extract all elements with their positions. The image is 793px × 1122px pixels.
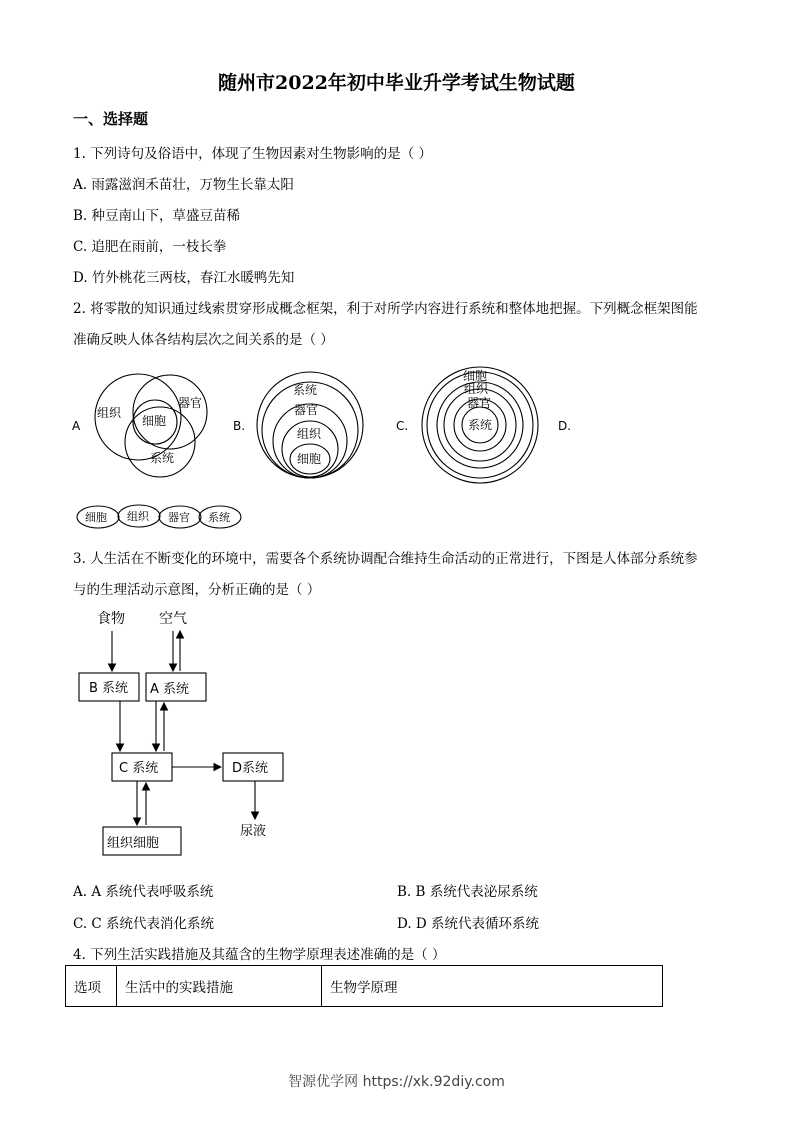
q4-header-option: 选项 xyxy=(66,966,117,1007)
q3-label-tissue-cells: 组织细胞 xyxy=(107,836,160,851)
section-heading: 一、选择题 xyxy=(73,110,149,128)
q2-b-label-organ: 器官 xyxy=(294,403,319,417)
q1-option-d: D. 竹外桃花三两枝，春江水暖鸭先知 xyxy=(73,270,295,286)
q2-d-label-tissue: 组织 xyxy=(127,510,149,523)
q2-d-label-cell: 细胞 xyxy=(85,511,107,524)
q2-a-label-cell: 细胞 xyxy=(142,414,167,428)
q2-c-label-organ: 器官 xyxy=(467,396,492,410)
q2-b-label-tissue: 组织 xyxy=(297,427,322,441)
q2-letter-d: D. xyxy=(558,419,572,433)
q2-stem-line2: 准确反映人体各结构层次之间关系的是（ ） xyxy=(73,332,334,348)
q2-letter-a: A xyxy=(72,419,81,433)
q3-option-d: D. D 系统代表循环系统 xyxy=(397,916,540,932)
q1-option-a: A. 雨露滋润禾苗壮，万物生长靠太阳 xyxy=(73,177,294,193)
q3-option-b: B. B 系统代表泌尿系统 xyxy=(397,884,538,900)
q2-letter-b: B. xyxy=(233,419,246,433)
q2-c-label-cell: 细胞 xyxy=(463,369,488,383)
q4-header-principle: 生物学原理 xyxy=(322,966,663,1007)
q2-a-label-tissue: 组织 xyxy=(97,406,122,420)
q1-option-b: B. 种豆南山下，草盛豆苗稀 xyxy=(73,208,241,224)
q2-a-label-system: 系统 xyxy=(150,451,175,465)
q2-d-label-system: 系统 xyxy=(208,511,230,524)
q2-a-label-organ: 器官 xyxy=(178,396,203,410)
q2-c-label-tissue: 组织 xyxy=(464,382,489,396)
q3-label-air: 空气 xyxy=(159,611,187,627)
q1-stem: 1. 下列诗句及俗语中，体现了生物因素对生物影响的是（ ） xyxy=(73,146,432,162)
q3-label-d-system: D系统 xyxy=(232,761,269,776)
q3-option-c: C. C 系统代表消化系统 xyxy=(73,916,215,932)
q2-c-label-system: 系统 xyxy=(468,418,493,432)
q3-label-c-system: C 系统 xyxy=(119,761,159,776)
q3-stem-line2: 与的生理活动示意图，分析正确的是（ ） xyxy=(73,582,321,598)
q2-letter-c: C. xyxy=(396,419,409,433)
q4-table xyxy=(65,965,663,1007)
q2-stem-line1: 2. 将零散的知识通过线索贯穿形成概念框架，利于对所学内容进行系统和整体地把握。下列概念框架图能 xyxy=(73,301,698,317)
table-row xyxy=(66,966,663,1007)
q3-option-a: A. A 系统代表呼吸系统 xyxy=(73,884,214,900)
q3-label-b-system: B 系统 xyxy=(89,681,129,696)
q1-option-c: C. 追肥在雨前，一枝长拳 xyxy=(73,239,227,255)
q3-label-a-system: A 系统 xyxy=(150,682,190,697)
q2-b-label-system: 系统 xyxy=(293,383,318,397)
q2-concept-diagrams xyxy=(60,362,740,540)
footer-watermark: 智源优学网 https://xk.92diy.com xyxy=(288,1074,505,1090)
q4-header-practice: 生活中的实践措施 xyxy=(117,966,322,1007)
q3-stem-line1: 3. 人生活在不断变化的环境中，需要各个系统协调配合维持生命活动的正常进行，下图是人体部分系统参 xyxy=(73,551,698,567)
q2-d-label-organ: 器官 xyxy=(168,511,190,524)
q2-b-label-cell: 细胞 xyxy=(297,452,322,466)
q3-label-food: 食物 xyxy=(97,611,125,627)
page-title: 随州市2022年初中毕业升学考试生物试题 xyxy=(218,72,575,94)
q3-system-diagram xyxy=(70,605,310,860)
q4-stem: 4. 下列生活实践措施及其蕴含的生物学原理表述准确的是（ ） xyxy=(73,947,446,963)
q3-label-urine: 尿液 xyxy=(240,824,267,839)
